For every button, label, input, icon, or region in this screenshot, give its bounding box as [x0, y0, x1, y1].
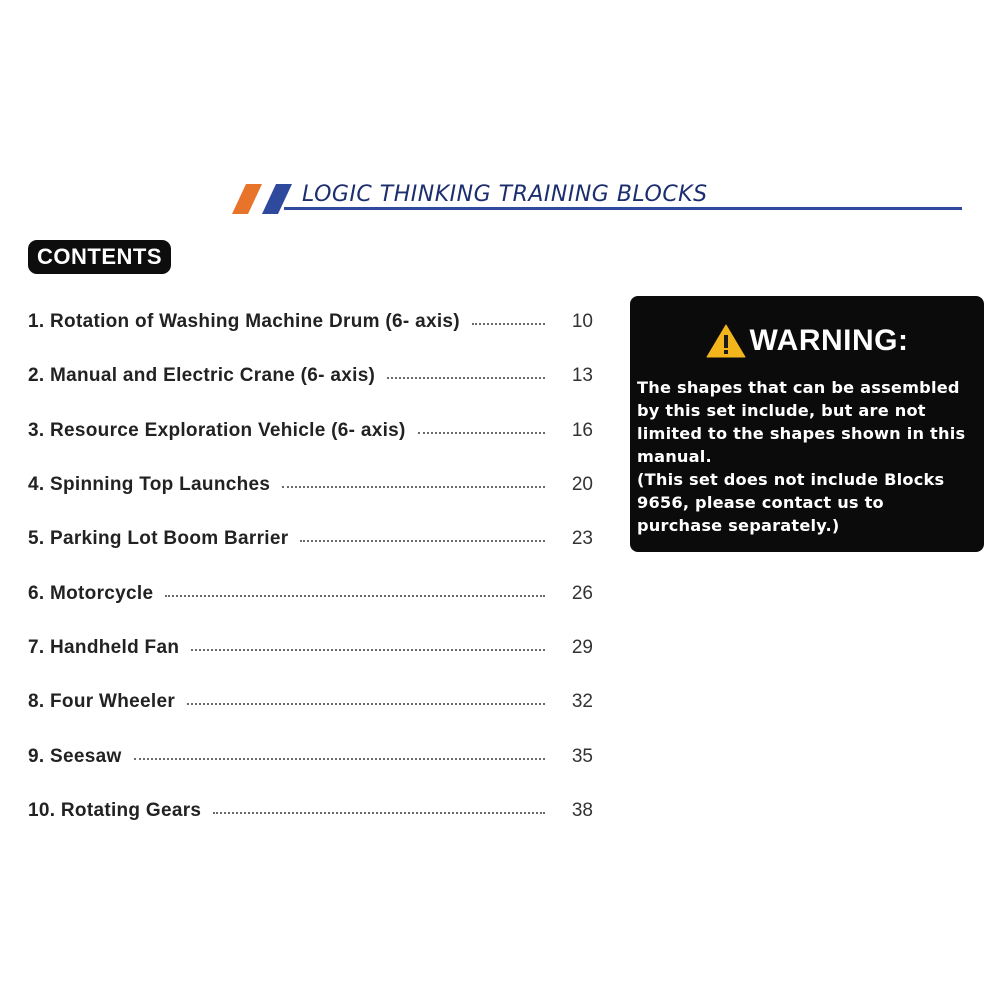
toc-dot-leader [165, 595, 545, 597]
toc-item-page: 16 [571, 419, 593, 441]
toc-dot-leader [191, 649, 545, 651]
toc-item-label: 8. Four Wheeler [28, 691, 176, 713]
contents-badge: CONTENTS [28, 240, 171, 274]
header-band [232, 180, 962, 214]
toc-item-label: 10. Rotating Gears [28, 799, 202, 821]
toc-item-label: 2. Manual and Electric Crane (6- axis) [28, 365, 376, 387]
toc-item [28, 512, 593, 566]
warning-triangle-icon [706, 324, 746, 358]
header-rule [284, 207, 962, 210]
toc-dot-leader [282, 486, 545, 488]
toc-item-page: 38 [571, 799, 593, 821]
toc-item-page: 10 [571, 311, 593, 333]
toc-item-page: 23 [571, 528, 593, 550]
toc-item [28, 729, 593, 783]
toc-item [28, 349, 593, 403]
toc-dot-leader [300, 540, 545, 542]
toc-dot-leader [213, 812, 545, 814]
toc-item-page: 32 [571, 691, 593, 713]
toc-item-label: 6. Motorcycle [28, 582, 154, 604]
toc-dot-leader [187, 703, 545, 705]
header-title: LOGIC THINKING TRAINING BLOCKS [302, 182, 708, 207]
toc-item [28, 784, 593, 838]
toc-item-label: 9. Seesaw [28, 745, 122, 767]
toc-item-label: 5. Parking Lot Boom Barrier [28, 528, 289, 550]
toc-item [28, 404, 593, 458]
warning-header [630, 324, 984, 358]
warning-text: The shapes that can be assembled by this set include, but are not limited to the shapes shown in this manual. (This set does not include Blocks 9656, please contact us to purchase separately.) [637, 378, 966, 535]
toc-dot-leader [472, 323, 545, 325]
toc-dot-leader [387, 377, 545, 379]
toc-item-label: 4. Spinning Top Launches [28, 474, 271, 496]
toc-item-page: 26 [571, 582, 593, 604]
toc-item-page: 35 [571, 745, 593, 767]
toc-item-page: 20 [571, 474, 593, 496]
warning-box [630, 296, 984, 552]
toc-item-page: 29 [571, 636, 593, 658]
toc-item-label: 7. Handheld Fan [28, 636, 180, 658]
toc-dot-leader [134, 758, 545, 760]
table-of-contents [28, 295, 593, 838]
toc-item [28, 295, 593, 349]
warning-title: WARNING: [749, 324, 909, 357]
toc-item-label: 3. Resource Exploration Vehicle (6- axis) [28, 419, 406, 441]
orange-stripe [232, 184, 262, 214]
toc-item [28, 458, 593, 512]
toc-dot-leader [418, 432, 545, 434]
toc-item [28, 621, 593, 675]
toc-item [28, 566, 593, 620]
toc-item-label: 1. Rotation of Washing Machine Drum (6- axis) [28, 311, 460, 333]
toc-item [28, 675, 593, 729]
toc-item-page: 13 [571, 365, 593, 387]
